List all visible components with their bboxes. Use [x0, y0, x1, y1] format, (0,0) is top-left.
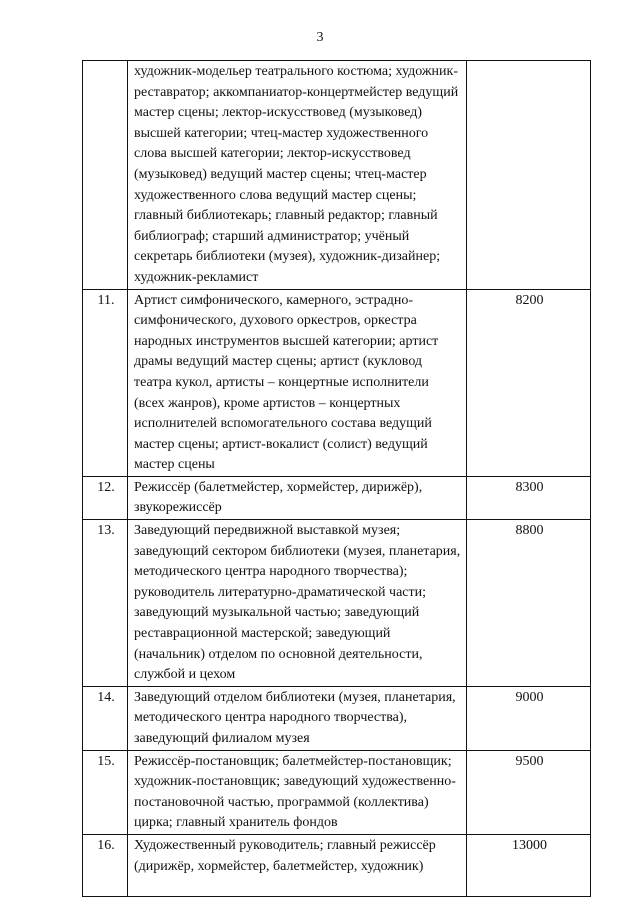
page-number: 3	[316, 30, 324, 45]
salary-value: 8300	[467, 476, 591, 519]
row-number: 12.	[83, 476, 128, 519]
salary-value: 9500	[467, 750, 591, 834]
table-row	[83, 289, 591, 476]
table-row	[83, 61, 591, 290]
salary-value	[467, 61, 591, 290]
position-list: Режиссёр (балетмейстер, хормейстер, дирижёр), звукорежиссёр	[128, 476, 467, 519]
table-row	[83, 834, 591, 896]
position-list: Художественный руководитель; главный режиссёр (дирижёр, хормейстер, балетмейстер, художник)	[128, 834, 467, 896]
row-number	[83, 61, 128, 290]
salary-value: 13000	[467, 834, 591, 896]
salary-value: 8800	[467, 520, 591, 687]
table-row	[83, 520, 591, 687]
row-number: 13.	[83, 520, 128, 687]
position-list: Артист симфонического, камерного, эстрадно-симфонического, духового оркестров, оркестра народных инструментов высшей категории; артист драмы ведущий мастер сцены; артист (кукловод театра кукол, артисты – концертные исполнители (всех жанров), кроме артистов – концертных исполнителей вспомогательного состава ведущий мастер сцены; артист-вокалист (солист) ведущий мастер сцены	[128, 289, 467, 476]
position-list: Заведующий отделом библиотеки (музея, планетария, методического центра народного творчества), заведующий филиалом музея	[128, 686, 467, 750]
row-number: 11.	[83, 289, 128, 476]
salary-value: 8200	[467, 289, 591, 476]
position-list: Режиссёр-постановщик; балетмейстер-постановщик; художник-постановщик; заведующий художественно-постановочной частью, программой (коллектива) цирка; главный хранитель фондов	[128, 750, 467, 834]
position-list: художник-модельер театрального костюма; художник-реставратор; аккомпаниатор-концертмейстер ведущий мастер сцены; лектор-искусствовед (музыковед) высшей категории; чтец-мастер художественного слова высшей категории; лектор-искусствовед (музыковед) ведущий мастер сцены; чтец-мастер художественного слова ведущий мастер сцены; главный библиотекарь; главный редактор; главный библиограф; старший администратор; учёный секретарь библиотеки (музея), художник-дизайнер; художник-рекламист	[128, 61, 467, 290]
position-list: Заведующий передвижной выставкой музея; заведующий сектором библиотеки (музея, планетария, методического центра народного творчества); руководитель литературно-драматической части; заведующий музыкальной частью; заведующий реставрационной мастерской; заведующий (начальник) отделом по основной деятельности, службой и цехом	[128, 520, 467, 687]
table-row	[83, 476, 591, 519]
row-number: 15.	[83, 750, 128, 834]
table-row	[83, 750, 591, 834]
salary-value: 9000	[467, 686, 591, 750]
row-number: 14.	[83, 686, 128, 750]
positions-salary-table	[82, 60, 591, 897]
table-row	[83, 686, 591, 750]
row-number: 16.	[83, 834, 128, 896]
